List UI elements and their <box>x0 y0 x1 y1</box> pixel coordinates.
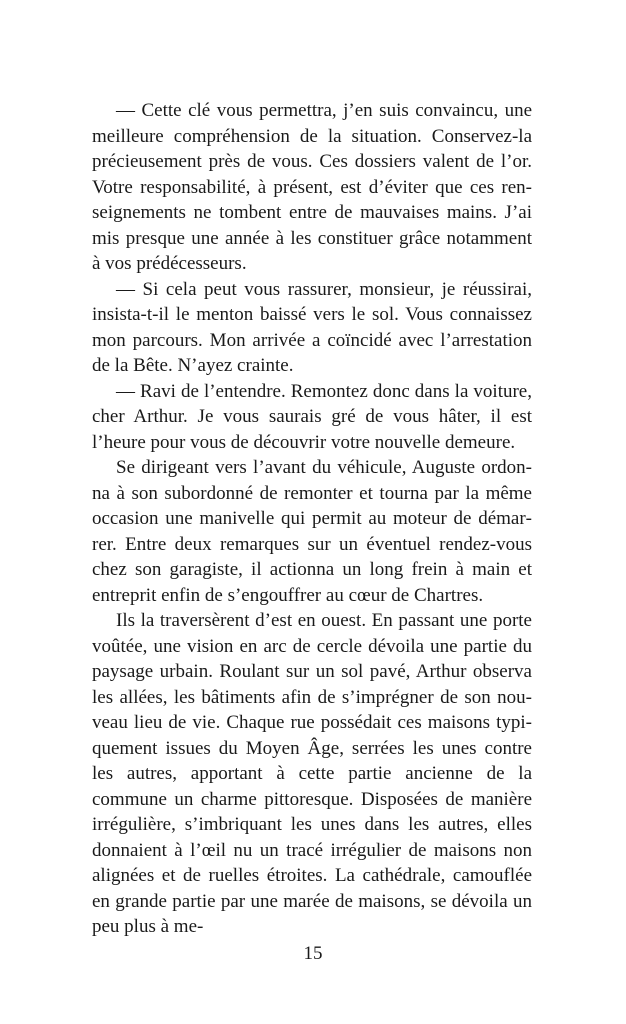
paragraph: — Cette clé vous permettra, j’en suis convaincu, une meilleure compréhension de la situation. Conservez-la précieusement près de vous. Ces dossiers valent de l’or. Votre responsabilité, à présent, est d’éviter que ces renseignements ne tombent entre de mauvaises mains. J’ai mis presque une année à les constituer grâce notamment à vos prédécesseurs. <box>92 100 532 274</box>
body-text <box>92 98 532 940</box>
page-number: 15 <box>303 943 323 964</box>
paragraph: — Si cela peut vous rassurer, monsieur, je réussirai, insista-t-il le menton baissé vers le sol. Vous connaissez mon parcours. Mon arrivée a coïncidé avec l’arrestation de la Bête. N’ayez crainte. <box>92 278 532 376</box>
paragraph: Ils la traversèrent d’est en ouest. En passant une porte voûtée, une vision en arc de cercle dévoila une partie du paysage urbain. Roulant sur un sol pavé, Arthur observa les allées, les bâtiments afin de s’imprégner de son nouveau lieu de vie. Chaque rue possédait ces maisons typiquement issues du Moyen Âge, serrées les unes contre les autres, apportant à cette partie ancienne de la commune un charme pittoresque. Disposées de manière irrégulière, s’imbriquant les unes dans les autres, elles donnaient à l’œil nu un tracé irrégulier de maisons non alignées et de ruelles étroites. La cathédrale, camouflée en grande partie par une marée de maisons, se dévoila un peu plus à me- <box>92 610 532 937</box>
paragraph: Se dirigeant vers l’avant du véhicule, Auguste ordonna à son subordonné de remonter et tourna par la même occasion une manivelle qui permit au moteur de démarrer. Entre deux remarques sur un éventuel rendez-vous chez son garagiste, il actionna un long frein à main et entreprit enfin de s’engouffrer au cœur de Chartres. <box>92 457 532 606</box>
paragraph: — Ravi de l’entendre. Remontez donc dans la voiture, cher Arthur. Je vous saurais gré de vous hâter, il est l’heure pour vous de découvrir votre nouvelle demeure. <box>92 380 532 453</box>
